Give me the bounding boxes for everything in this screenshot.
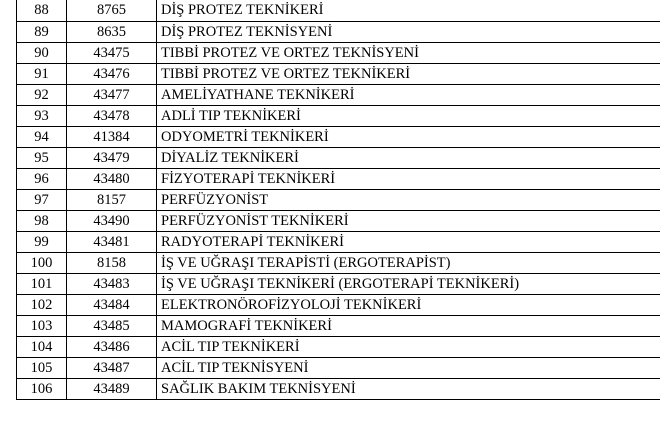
table-row — [17, 294, 660, 315]
code-cell: 43475 — [67, 42, 157, 63]
row-number-cell: 101 — [17, 273, 67, 294]
code-cell: 43483 — [67, 273, 157, 294]
title-cell: FİZYOTERAPİ TEKNİKERİ — [157, 168, 660, 189]
title-cell: ACİL TIP TEKNİKERİ — [157, 336, 660, 357]
code-cell: 43477 — [67, 84, 157, 105]
table-row — [17, 21, 660, 42]
code-cell: 43479 — [67, 147, 157, 168]
table-row — [17, 126, 660, 147]
code-cell: 8635 — [67, 21, 157, 42]
title-cell: SAĞLIK BAKIM TEKNİSYENİ — [157, 378, 660, 399]
row-number-cell: 91 — [17, 63, 67, 84]
code-cell: 41384 — [67, 126, 157, 147]
table-row — [17, 42, 660, 63]
title-cell: PERFÜZYONİST — [157, 189, 660, 210]
title-cell: İŞ VE UĞRAŞI TEKNİKERİ (ERGOTERAPİ TEKNİKERİ) — [157, 273, 660, 294]
code-cell: 8158 — [67, 252, 157, 273]
table-row — [17, 84, 660, 105]
title-cell: DİŞ PROTEZ TEKNİSYENİ — [157, 21, 660, 42]
row-number-cell: 98 — [17, 210, 67, 231]
table-row — [17, 273, 660, 294]
row-number-cell: 100 — [17, 252, 67, 273]
row-number-cell: 94 — [17, 126, 67, 147]
row-number-cell: 103 — [17, 315, 67, 336]
title-cell: DİŞ PROTEZ TEKNİKERİ — [157, 0, 660, 21]
row-number-cell: 95 — [17, 147, 67, 168]
table-row — [17, 378, 660, 399]
profession-table — [16, 0, 660, 400]
title-cell: İŞ VE UĞRAŞI TERAPİSTİ (ERGOTERAPİST) — [157, 252, 660, 273]
title-cell: ACİL TIP TEKNİSYENİ — [157, 357, 660, 378]
table-row — [17, 210, 660, 231]
title-cell: MAMOGRAFİ TEKNİKERİ — [157, 315, 660, 336]
table-row — [17, 63, 660, 84]
title-cell: ELEKTRONÖROFİZYOLOJİ TEKNİKERİ — [157, 294, 660, 315]
title-cell: ODYOMETRİ TEKNİKERİ — [157, 126, 660, 147]
row-number-cell: 104 — [17, 336, 67, 357]
row-number-cell: 96 — [17, 168, 67, 189]
title-cell: RADYOTERAPİ TEKNİKERİ — [157, 231, 660, 252]
table-row — [17, 147, 660, 168]
row-number-cell: 92 — [17, 84, 67, 105]
table-row — [17, 336, 660, 357]
code-cell: 8765 — [67, 0, 157, 21]
code-cell: 43480 — [67, 168, 157, 189]
code-cell: 43485 — [67, 315, 157, 336]
title-cell: TIBBİ PROTEZ VE ORTEZ TEKNİKERİ — [157, 63, 660, 84]
document-page — [16, 0, 660, 400]
row-number-cell: 93 — [17, 105, 67, 126]
code-cell: 43489 — [67, 378, 157, 399]
row-number-cell: 105 — [17, 357, 67, 378]
row-number-cell: 106 — [17, 378, 67, 399]
title-cell: DİYALİZ TEKNİKERİ — [157, 147, 660, 168]
code-cell: 43481 — [67, 231, 157, 252]
row-number-cell: 99 — [17, 231, 67, 252]
code-cell: 8157 — [67, 189, 157, 210]
table-row — [17, 315, 660, 336]
table-row — [17, 189, 660, 210]
code-cell: 43490 — [67, 210, 157, 231]
table-row — [17, 231, 660, 252]
title-cell: TIBBİ PROTEZ VE ORTEZ TEKNİSYENİ — [157, 42, 660, 63]
title-cell: ADLİ TIP TEKNİKERİ — [157, 105, 660, 126]
code-cell: 43487 — [67, 357, 157, 378]
row-number-cell: 88 — [17, 0, 67, 21]
table-row — [17, 252, 660, 273]
table-row — [17, 168, 660, 189]
code-cell: 43484 — [67, 294, 157, 315]
code-cell: 43478 — [67, 105, 157, 126]
row-number-cell: 97 — [17, 189, 67, 210]
title-cell: PERFÜZYONİST TEKNİKERİ — [157, 210, 660, 231]
code-cell: 43476 — [67, 63, 157, 84]
row-number-cell: 90 — [17, 42, 67, 63]
table-row — [17, 105, 660, 126]
table-row — [17, 0, 660, 21]
table-row — [17, 357, 660, 378]
title-cell: AMELİYATHANE TEKNİKERİ — [157, 84, 660, 105]
table-body — [17, 0, 660, 399]
code-cell: 43486 — [67, 336, 157, 357]
row-number-cell: 102 — [17, 294, 67, 315]
row-number-cell: 89 — [17, 21, 67, 42]
